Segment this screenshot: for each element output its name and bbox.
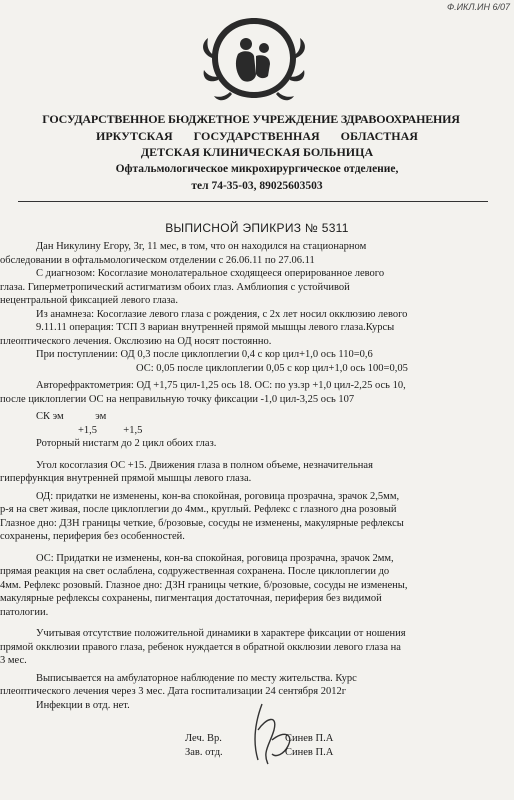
head-label: Зав. отд. bbox=[185, 747, 223, 758]
body-line: макулярные рефлексы сохранены, пигментация достаточная, периферия без видимой bbox=[0, 593, 382, 604]
doctor-label: Леч. Вр. bbox=[185, 733, 222, 744]
body-line: 4мм. Рефлекс розовый. Глазное дно: ДЗН границы четкие, б/розовые, сосуды не изменены, bbox=[0, 579, 408, 591]
body-line: Глазное дно: ДЗН границы четкие, б/розовые, сосуды не изменены, макулярные рефлексы bbox=[0, 517, 404, 529]
body-line: нецентральной фиксацией левого глаза. bbox=[0, 295, 178, 306]
body-line: плеоптического лечения. Окслюзию на ОД носят постоянно. bbox=[0, 335, 272, 347]
body-line: гиперфункция внутренней прямой мышцы левого глаза. bbox=[0, 473, 252, 484]
body-line: ОС: Придатки не изменены, кон-ва спокойная, роговица прозрачна, зрачок 2мм, bbox=[36, 552, 394, 564]
body-line: сохранены, периферия без особенностей. bbox=[0, 531, 185, 542]
body-line: глаза. Гиперметропический астигматизм обоих глаз. Амблиопия с устойчивой bbox=[0, 281, 350, 293]
body-line: плеоптического лечения через 3 мес. Дата госпитализации 24 сентября 2012г bbox=[0, 686, 347, 697]
body-line: Дан Никулину Егору, 3г, 11 мес, в том, что он находился на стационарном bbox=[36, 241, 367, 252]
document-body bbox=[0, 240, 484, 712]
header-department: Офтальмологическое микрохирургическое отделение, bbox=[115, 163, 399, 175]
body-line: Авторефрактометрия: ОД +1,75 цил-1,25 ось 18. ОС: по уз.зр +1,0 цил-2,25 ось 10, bbox=[36, 380, 406, 391]
body-line: Инфекции в отд. нет. bbox=[36, 699, 130, 711]
body-line: прямая реакция на свет ослаблена, содружественная сохранена. После циклоплегии до bbox=[0, 566, 390, 577]
body-line: 3 мес. bbox=[0, 655, 27, 666]
head-name: Синев П.А bbox=[285, 747, 334, 758]
body-line: СК эм эм bbox=[36, 411, 107, 422]
header-phone: тел 74-35-03, 89025603503 bbox=[191, 180, 323, 192]
header-institution-line1: ГОСУДАРСТВЕННОЕ БЮДЖЕТНОЕ УЧРЕЖДЕНИЕ ЗДРАВООХРАНЕНИЯ bbox=[42, 112, 460, 126]
body-line: 9.11.11 операция: ТСП 3 вариан внутренней прямой мышцы левого глаза.Курсы bbox=[36, 322, 395, 333]
body-line: ОД: придатки не изменены, кон-ва спокойная, роговица прозрачна, зрачок 2,5мм, bbox=[36, 490, 400, 502]
hospital-logo-icon bbox=[198, 14, 310, 104]
body-line: Учитывая отсутствие положительной динамики в характере фиксации от ношения bbox=[36, 628, 406, 639]
body-line: При поступлении: ОД 0,3 после циклоплегии 0,4 с кор цил+1,0 ось 110=0,6 bbox=[36, 349, 373, 360]
body-line: Угол косоглазия ОС +15. Движения глаза в полном объеме, незначительная bbox=[36, 459, 373, 471]
body-line: Выписывается на амбулаторное наблюдение по месту жительства. Курс bbox=[36, 672, 357, 684]
body-line: ОС: 0,05 после циклоплегии 0,05 с кор цил+1,0 ось 100=0,05 bbox=[136, 362, 408, 374]
header-institution-line3: ДЕТСКАЯ КЛИНИЧЕСКАЯ БОЛЬНИЦА bbox=[140, 145, 374, 159]
body-line: Роторный нистагм до 2 цикл обоих глаз. bbox=[36, 438, 217, 449]
body-line: после циклоплегии ОС на неправильную точку фиксации -1,0 цил-3,25 ось 107 bbox=[0, 393, 355, 405]
body-line: патологии. bbox=[0, 606, 49, 618]
corner-handwritten-note: Ф.ИКЛ.ИН 6/07 bbox=[446, 2, 510, 12]
body-line: р-я на свет живая, после циклоплегии до 4мм., круглый. Рефлекс с глазного дна розовый bbox=[0, 504, 397, 515]
doctor-name: Синев П.А bbox=[285, 733, 334, 744]
body-line: прямой окклюзии правого глаза, ребенок нуждается в обратной окклюзии левого глаза на bbox=[0, 641, 401, 653]
body-line: +1,5 +1,5 bbox=[78, 424, 143, 436]
body-line: обследовании в офтальмологическом отделении с 26.06.11 по 27.06.11 bbox=[0, 254, 315, 266]
header-institution-line2: ИРКУТСКАЯ ГОСУДАРСТВЕННАЯ ОБЛАСТНАЯ bbox=[96, 129, 418, 143]
document-title: ВЫПИСНОЙ ЭПИКРИЗ № 5311 bbox=[165, 221, 349, 235]
body-line: С диагнозом: Косоглазие монолатеральное сходящееся оперированное левого bbox=[36, 268, 385, 279]
body-line: Из анамнеза: Косоглазие левого глаза с рождения, с 2х лет носил окклюзию левого bbox=[36, 308, 408, 320]
header-divider bbox=[18, 201, 488, 202]
